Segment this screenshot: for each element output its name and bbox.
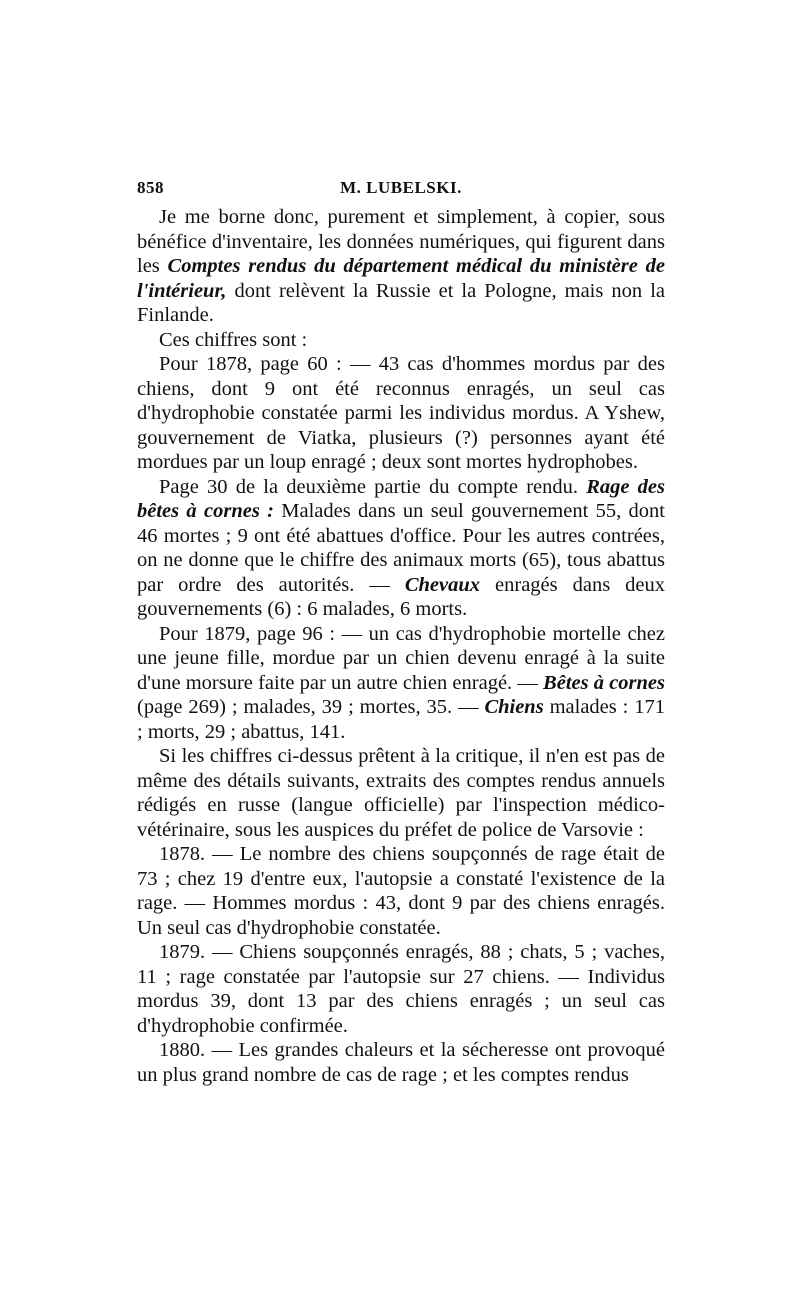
paragraph-1-title-italic: Comptes rendus du département médical du ministère de l'intérieur, bbox=[137, 255, 665, 302]
paragraph-3 bbox=[137, 352, 665, 475]
page-number: 858 bbox=[137, 178, 164, 197]
paragraph-4 bbox=[137, 475, 665, 622]
paragraph-5-italic-a: Bêtes à cornes bbox=[543, 671, 666, 694]
paragraph-9 bbox=[137, 1038, 665, 1087]
paragraph-1-text-a: Je me borne donc, purement et simplement, à copier, sous bénéfice d'inventaire, les données numériques, qui figurent dans les bbox=[137, 206, 665, 277]
paragraph-4-italic-b: Chevaux bbox=[404, 573, 481, 596]
paragraph-5-text-b: (page 269) ; malades, 39 ; mortes, 35. — bbox=[137, 696, 485, 718]
paragraph-9-text: 1880. — Les grandes chaleurs et la sécheresse ont provoqué un plus grand nombre de cas de rage ; et les comptes rendus bbox=[137, 1039, 665, 1086]
paragraph-5-text-a: Pour 1879, page 96 : — un cas d'hydrophobie mortelle chez une jeune fille, mordue par un chien devenu enragé à la suite d'une morsure faite par un autre chien enragé. — bbox=[137, 622, 665, 694]
paragraph-4-text-c: enragés dans deux gouvernements (6) : 6 malades, 6 morts. bbox=[137, 573, 666, 620]
paragraph-5-text-c: malades : 171 ; morts, 29 ; abattus, 141. bbox=[137, 696, 665, 743]
page-header bbox=[137, 178, 665, 200]
paragraph-4-text-a: Page 30 de la deuxième partie du compte rendu. bbox=[159, 475, 587, 498]
paragraph-4-italic-a: Rage des bêtes à cornes : bbox=[137, 475, 665, 522]
paragraph-8-text: 1879. — Chiens soupçonnés enragés, 88 ; chats, 5 ; vaches, 11 ; rage constatée par l'autopsie sur 27 chiens. — Individus mordus 39, dont 13 par des chiens enragés ; un seul cas d'hydrophobie confirmée. bbox=[137, 941, 665, 1037]
paragraph-8 bbox=[137, 940, 665, 1038]
paragraph-7-text: 1878. — Le nombre des chiens soupçonnés de rage était de 73 ; chez 19 d'entre eux, l'autopsie a constaté l'existence de la rage. — Hommes mordus : 43, dont 9 par des chiens enragés. Un seul cas d'hydrophobie constatée. bbox=[137, 843, 665, 939]
paragraph-2-text: Ces chiffres sont : bbox=[159, 328, 308, 351]
paragraph-1 bbox=[137, 205, 665, 328]
paragraph-5 bbox=[137, 622, 665, 745]
paragraph-2 bbox=[137, 328, 665, 353]
paragraph-1-text-b: dont relèvent la Russie et la Pologne, mais non la Finlande. bbox=[137, 279, 665, 326]
paragraph-3-text: Pour 1878, page 60 : — 43 cas d'hommes mordus par des chiens, dont 9 ont été reconnus enragés, un seul cas d'hydrophobie constatée parmi les individus mordus. A Yshew, gouvernement de Viatka, plusieurs (?) personnes ayant été mordues par un loup enragé ; deux sont mortes hydrophobes. bbox=[137, 353, 665, 473]
paragraph-4-text-b: Malades dans un seul gouvernement 55, dont 46 mortes ; 9 ont été abattues d'office. Pour les autres contrées, on ne donne que le chiffre des animaux morts (65), tous abattus par ordre des autorités. — bbox=[137, 500, 665, 596]
paragraph-5-italic-b: Chiens bbox=[484, 696, 544, 718]
running-title: M. LUBELSKI. bbox=[340, 178, 462, 197]
body-text bbox=[137, 205, 665, 1087]
paragraph-7 bbox=[137, 842, 665, 940]
paragraph-6-text: Si les chiffres ci-dessus prêtent à la critique, il n'en est pas de même des détails suivants, extraits des comptes rendus annuels rédigés en russe (langue officielle) par l'inspection médico-vétérinaire, sous les auspices du préfet de police de Varsovie : bbox=[137, 745, 665, 841]
paragraph-6 bbox=[137, 744, 665, 842]
